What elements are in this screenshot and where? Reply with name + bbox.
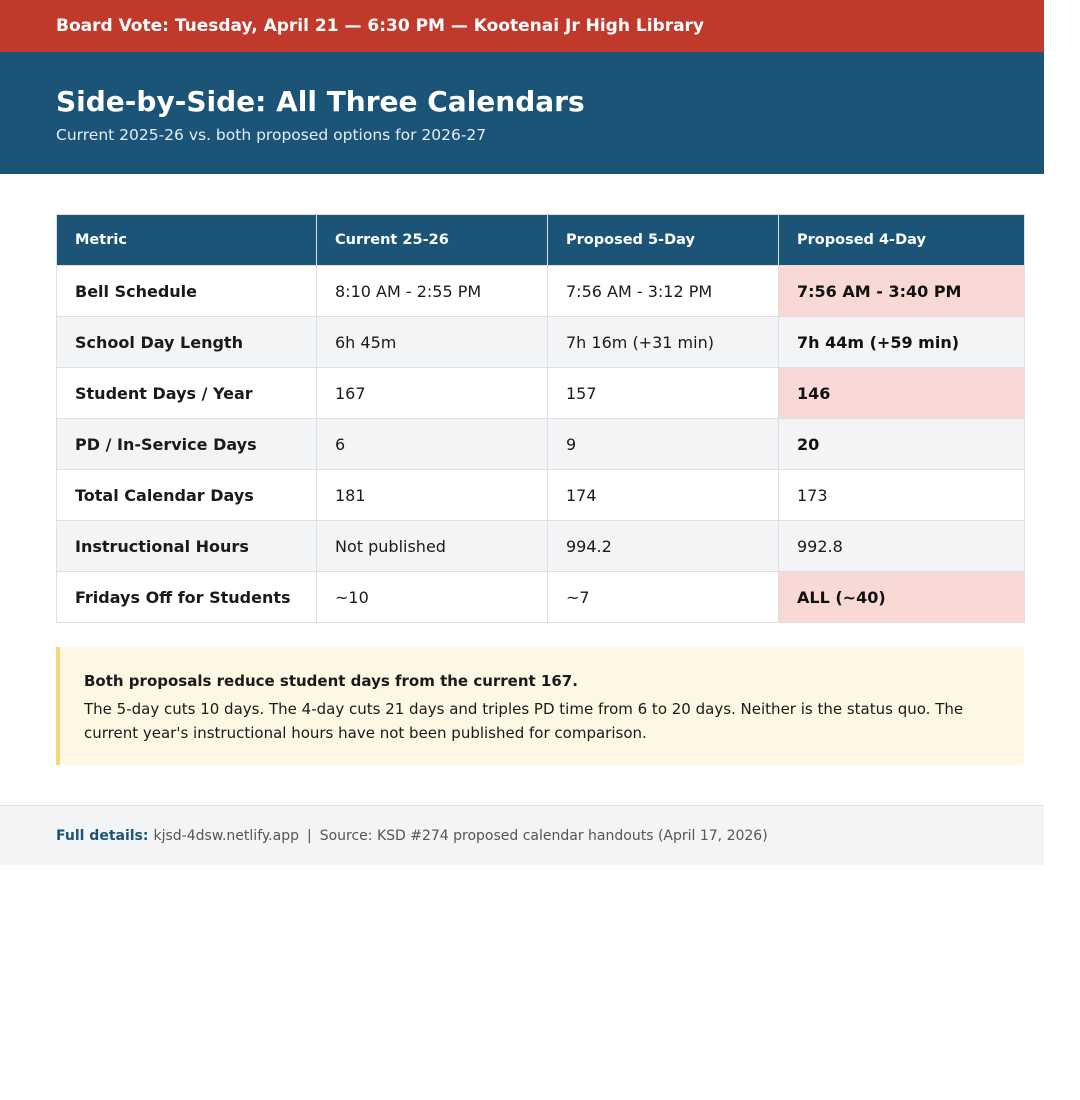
metric-cell: Total Calendar Days — [57, 470, 317, 521]
page-title: Side-by-Side: All Three Calendars — [56, 85, 585, 118]
page-header — [0, 52, 1044, 174]
current-cell: 6 — [317, 419, 548, 470]
metric-cell: School Day Length — [57, 317, 317, 368]
current-cell: Not published — [317, 521, 548, 572]
proposed-5-day-cell: 7h 16m (+31 min) — [548, 317, 779, 368]
column-header-metric: Metric — [57, 215, 317, 266]
proposed-4-day-cell: 7:56 AM - 3:40 PM — [779, 266, 1025, 317]
proposed-4-day-cell: 992.8 — [779, 521, 1025, 572]
metric-cell: Bell Schedule — [57, 266, 317, 317]
proposed-5-day-cell: 7:56 AM - 3:12 PM — [548, 266, 779, 317]
proposed-4-day-cell: 146 — [779, 368, 1025, 419]
metric-cell: PD / In-Service Days — [57, 419, 317, 470]
table-row — [57, 317, 1025, 368]
board-vote-alert-text: Board Vote: Tuesday, April 21 — 6:30 PM — Kootenai Jr High Library — [56, 16, 705, 36]
column-header-current: Current 25-26 — [317, 215, 548, 266]
current-cell: 181 — [317, 470, 548, 521]
table-row — [57, 419, 1025, 470]
proposed-5-day-cell: 9 — [548, 419, 779, 470]
proposed-5-day-cell: 157 — [548, 368, 779, 419]
proposed-4-day-cell: 7h 44m (+59 min) — [779, 317, 1025, 368]
table-row — [57, 368, 1025, 419]
table-row — [57, 572, 1025, 623]
page-subtitle: Current 2025-26 vs. both proposed options for 2026-27 — [56, 126, 487, 144]
proposed-5-day-cell: 994.2 — [548, 521, 779, 572]
footer-source-text: Source: KSD #274 proposed calendar handouts (April 17, 2026) — [319, 827, 768, 844]
main-content — [0, 174, 1044, 765]
callout-body: The 5-day cuts 10 days. The 4-day cuts 21 days and triples PD time from 6 to 20 days. Neither is the status quo. The current year's instructional hours have not been published for comparison. — [84, 700, 964, 742]
column-header-proposed-4-day: Proposed 4-Day — [779, 215, 1025, 266]
summary-callout — [56, 647, 1024, 765]
proposed-4-day-cell: 20 — [779, 419, 1025, 470]
table-body — [57, 266, 1025, 623]
current-cell: ~10 — [317, 572, 548, 623]
column-header-proposed-5-day: Proposed 5-Day — [548, 215, 779, 266]
callout-title: Both proposals reduce student days from the current 167. — [84, 672, 578, 690]
proposed-4-day-cell: ALL (~40) — [779, 572, 1025, 623]
table-row — [57, 470, 1025, 521]
metric-cell: Instructional Hours — [57, 521, 317, 572]
proposed-5-day-cell: 174 — [548, 470, 779, 521]
board-vote-alert-bar — [0, 0, 1044, 52]
current-cell: 167 — [317, 368, 548, 419]
footer-details-label: Full details: — [56, 827, 149, 844]
calendar-comparison-table — [56, 214, 1025, 623]
table-row — [57, 266, 1025, 317]
footer-separator: | — [306, 827, 312, 844]
table-row — [57, 521, 1025, 572]
page-footer — [0, 805, 1044, 865]
current-cell: 8:10 AM - 2:55 PM — [317, 266, 548, 317]
footer-details-link[interactable]: kjsd-4dsw.netlify.app — [153, 827, 299, 844]
table-header-row — [57, 215, 1025, 266]
metric-cell: Fridays Off for Students — [57, 572, 317, 623]
proposed-5-day-cell: ~7 — [548, 572, 779, 623]
current-cell: 6h 45m — [317, 317, 548, 368]
metric-cell: Student Days / Year — [57, 368, 317, 419]
proposed-4-day-cell: 173 — [779, 470, 1025, 521]
